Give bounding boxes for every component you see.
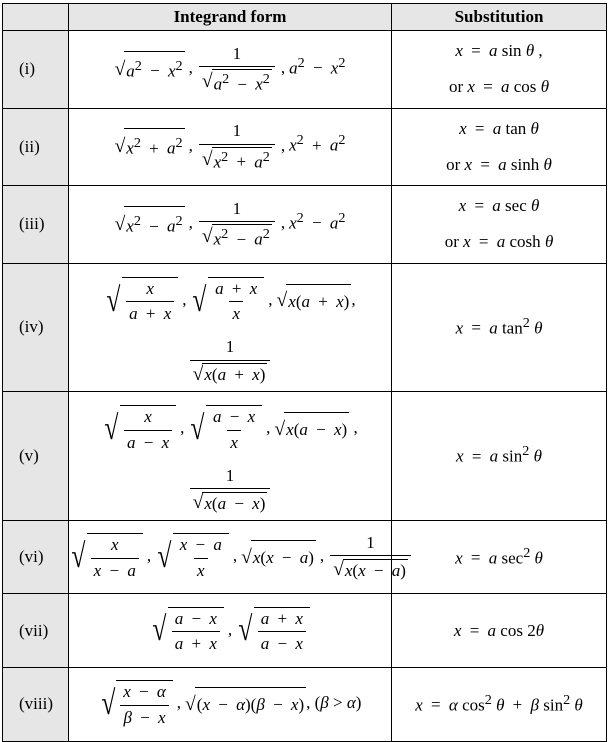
row-label: (ii) [3, 108, 69, 186]
integrand-expression: $√x^2 + a^2$ , $\frac{1}{√x^2 + a^2}$ , $x^2 + a^2$ [114, 121, 346, 172]
row-label: (i) [3, 31, 69, 109]
row-label: (iii) [3, 186, 69, 264]
substitution-cell [392, 186, 607, 264]
integrand-expression: $\frac{1}{√x(a - x)}$ [69, 466, 391, 515]
substitution-expression: x = a sec θ [458, 196, 540, 216]
substitution-table [2, 3, 607, 742]
substitution-expression: or x = a cosh θ [444, 232, 554, 252]
integrand-form-cell [69, 391, 392, 520]
substitution-expression: or x = a cos θ [448, 77, 550, 97]
table-row [3, 391, 607, 520]
integrand-form-cell [69, 108, 392, 186]
header-substitution: Substitution [392, 4, 607, 31]
substitution-cell [392, 520, 607, 594]
row-label: (vi) [3, 520, 69, 594]
substitution-expression: x = a tan θ [459, 118, 539, 138]
row-label: (iv) [3, 263, 69, 391]
table-row [3, 667, 607, 741]
row-label: (v) [3, 391, 69, 520]
integrand-expression: √ $\frac{x}{a - x}$ , √ $\frac{a - x}{x}$ , √x(a − x) , [104, 407, 358, 452]
substitution-cell [392, 263, 607, 391]
integrand-form-cell [69, 31, 392, 109]
table-row [3, 108, 607, 186]
substitution-cell [392, 108, 607, 186]
substitution-cell [392, 594, 607, 668]
integrand-expression: $\frac{1}{√x(a + x)}$ [69, 337, 391, 386]
integrand-expression: √ $\frac{a - x}{a + x}$ , √ $\frac{a + x}{a - x}$ [69, 598, 391, 663]
integrand-expression: √ $\frac{x}{x - a}$ , √ $\frac{x - a}{x}$ , √x(x − a) , $\frac{1}{√x(x - a)}$ [69, 525, 391, 590]
integrand-form-cell [69, 263, 392, 391]
table-row [3, 186, 607, 264]
substitution-expression: x = α $\cos^2 \theta + \beta$ $\sin^2 \theta$ [415, 691, 583, 715]
integrand-form-cell [69, 520, 406, 594]
integrand-expression: $√x^2 - a^2$ , $\frac{1}{√x^2 - a^2}$ , $x^2 - a^2$ [114, 198, 346, 249]
substitution-expression: x = a sin θ , [455, 41, 543, 60]
table-row [3, 594, 607, 668]
table-row [3, 520, 607, 594]
substitution-cell [392, 391, 607, 520]
integrand-expression: √ $\frac{x - \alpha}{\beta - x}$ , √(x − α)(β − x) , (β > α) [100, 682, 362, 727]
header-label-column [3, 4, 69, 31]
table-row [3, 263, 607, 391]
substitution-expression: x = a $\sin^2 \theta$ [456, 443, 542, 466]
substitution-expression: x = a $\tan^2 \theta$ [455, 314, 543, 338]
substitution-cell [392, 667, 607, 741]
row-label: (vii) [3, 594, 69, 668]
integrand-form-cell [69, 186, 392, 264]
table-header-row [3, 4, 607, 31]
substitution-expression: or x = a sinh θ [446, 154, 552, 174]
row-label: (viii) [3, 667, 69, 741]
table-row [3, 31, 607, 109]
integrand-form-cell [69, 594, 392, 668]
substitution-expression: x = a $\sec^2 \theta$ [455, 544, 543, 568]
integrand-form-cell [69, 667, 392, 741]
substitution-cell [392, 31, 607, 109]
header-integrand-form: Integrand form [69, 4, 392, 31]
integrand-expression: $√a^2 - x^2$ , $\frac{1}{√a^2 - x^2}$ , $a^2 - x^2$ [114, 43, 346, 94]
substitution-expression: x = a cos 2θ [453, 620, 545, 640]
integrand-expression: √ $\frac{x}{a + x}$ , √ $\frac{a + x}{x}$ , √x(a + x) , [106, 278, 356, 324]
